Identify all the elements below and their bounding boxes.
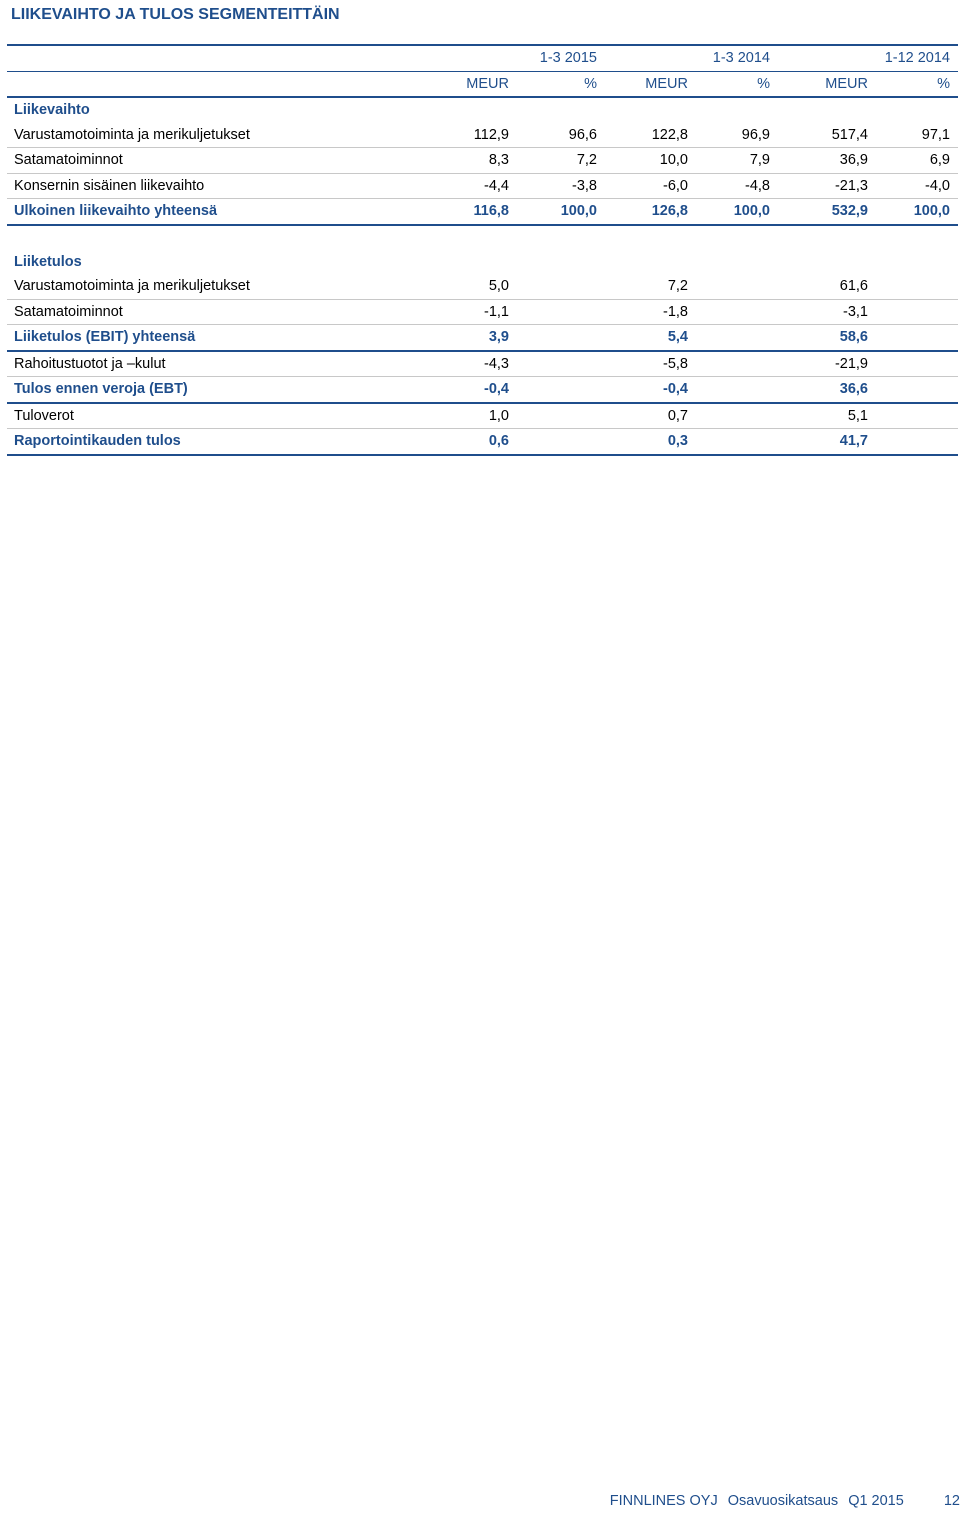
period-header: 1-3 2014 [696,45,778,71]
footer-report: Osavuosikatsaus [727,1493,839,1509]
cell: 0,7 [605,403,696,429]
row-label: Satamatoiminnot [7,299,451,325]
cell: 1,0 [451,403,517,429]
cell: -1,8 [605,299,696,325]
cell: 126,8 [605,199,696,225]
cell: 7,2 [517,148,605,174]
cell: 36,9 [778,148,876,174]
cell: 58,6 [778,325,876,351]
spacer-row [7,225,958,250]
segment-table [7,44,958,456]
cell: -1,1 [451,299,517,325]
cell: 5,0 [451,274,517,299]
table-row [7,173,958,199]
section-heading-revenue: Liikevaihto [14,102,90,119]
unit-header: MEUR [451,71,517,97]
cell: -3,1 [778,299,876,325]
table-row [7,274,958,299]
row-label: Tuloverot [7,403,451,429]
cell: -0,4 [451,377,517,403]
table-row [7,123,958,148]
row-label: Raportointikauden tulos [7,429,451,455]
cell: 10,0 [605,148,696,174]
table-row [7,299,958,325]
table-row [7,403,958,429]
cell: 36,6 [778,377,876,403]
cell: -3,8 [517,173,605,199]
page-number: 12 [943,1493,960,1509]
cell: 3,9 [451,325,517,351]
unit-header: % [696,71,778,97]
unit-header: % [876,71,958,97]
table-row [7,351,958,377]
section-heading-row [7,250,958,275]
cell: 97,1 [876,123,958,148]
cell: 8,3 [451,148,517,174]
cell: 7,2 [605,274,696,299]
cell: 100,0 [696,199,778,225]
cell: 41,7 [778,429,876,455]
total-row [7,377,958,403]
cell: 5,4 [605,325,696,351]
cell: 5,1 [778,403,876,429]
unit-header: % [517,71,605,97]
cell: 96,9 [696,123,778,148]
cell: 0,6 [451,429,517,455]
total-row [7,199,958,225]
cell: -4,8 [696,173,778,199]
row-label: Satamatoiminnot [7,148,451,174]
row-label: Konsernin sisäinen liikevaihto [7,173,451,199]
cell: -0,4 [605,377,696,403]
cell: 7,9 [696,148,778,174]
cell: -6,0 [605,173,696,199]
period-header-row [7,45,958,71]
unit-header: MEUR [605,71,696,97]
row-label: Varustamotoiminta ja merikuljetukset [7,123,451,148]
cell: -4,4 [451,173,517,199]
cell: 0,3 [605,429,696,455]
cell: -21,9 [778,351,876,377]
unit-header: MEUR [778,71,876,97]
cell: 517,4 [778,123,876,148]
cell: 100,0 [517,199,605,225]
row-label: Liiketulos (EBIT) yhteensä [7,325,451,351]
row-label: Tulos ennen veroja (EBT) [7,377,451,403]
cell: 6,9 [876,148,958,174]
footer-quarter: Q1 2015 [848,1493,904,1509]
row-label: Rahoitustuotot ja –kulut [7,351,451,377]
total-row [7,429,958,455]
cell: 122,8 [605,123,696,148]
footer-company: FINNLINES OYJ [609,1493,718,1509]
row-label: Varustamotoiminta ja merikuljetukset [7,274,451,299]
cell: 61,6 [778,274,876,299]
cell: -4,0 [876,173,958,199]
page-footer [604,1493,960,1509]
cell: -5,8 [605,351,696,377]
cell: -4,3 [451,351,517,377]
page-title: LIIKEVAIHTO JA TULOS SEGMENTEITTÄIN [11,6,340,23]
cell: 96,6 [517,123,605,148]
cell: 116,8 [451,199,517,225]
cell: 100,0 [876,199,958,225]
section-heading-row [7,97,958,123]
cell: 112,9 [451,123,517,148]
cell: 532,9 [778,199,876,225]
cell: -21,3 [778,173,876,199]
row-label: Ulkoinen liikevaihto yhteensä [7,199,451,225]
period-header: 1-12 2014 [876,45,958,71]
unit-header-row [7,71,958,97]
section-heading-result: Liiketulos [14,253,82,270]
total-row [7,325,958,351]
period-header: 1-3 2015 [517,45,605,71]
table-row [7,148,958,174]
